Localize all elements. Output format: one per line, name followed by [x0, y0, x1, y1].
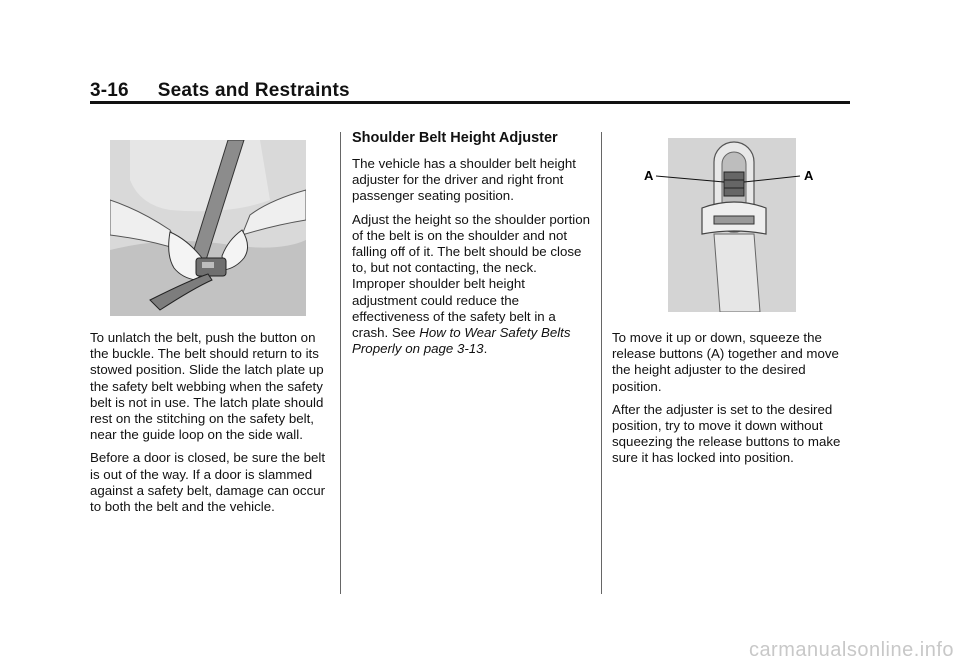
lock-check-paragraph: After the adjuster is set to the desired position, try to move it down without squeezing the release buttons to make sure it has locked into position.: [612, 401, 841, 466]
column-divider-2: [601, 132, 602, 594]
belt-unlatch-illustration: [110, 140, 306, 316]
column-right: [612, 330, 852, 474]
header-rule: [90, 101, 850, 104]
height-adjuster-illustration: [640, 138, 830, 312]
section-title: Seats and Restraints: [157, 80, 350, 101]
unlatch-paragraph: To unlatch the belt, push the button on the buckle. The belt should return to its stowed position. Slide the latch plate up the safety belt webbing when the safety belt is not in use. The latch plate should rest on the stitching on the safety belt, near the guide loop on the side wall.: [90, 330, 324, 443]
adjuster-intro-paragraph: The vehicle has a shoulder belt height adjuster for the driver and right front passenger seating position.: [352, 156, 576, 204]
release-button-label-left: A: [644, 168, 654, 183]
column-middle: [352, 130, 592, 364]
subsection-title: Shoulder Belt Height Adjuster: [352, 130, 558, 146]
column-divider-1: [340, 132, 341, 594]
page-number: 3-16: [90, 80, 129, 101]
page-header: [90, 80, 850, 102]
cross-reference-link[interactable]: How to Wear Safety Belts Properly on page 3-13: [352, 325, 571, 357]
move-adjuster-paragraph: To move it up or down, squeeze the release buttons (A) together and move the height adjuster to the desired position.: [612, 330, 839, 394]
release-button-label-right: A: [804, 168, 814, 183]
watermark: carmanualsonline.info: [748, 639, 954, 661]
column-left: [90, 330, 330, 522]
adjust-height-paragraph: Adjust the height so the shoulder portion of the belt is on the shoulder and not falling off of it. The belt should be close to, but not contacting, the neck. Improper shoulder belt height adjustment could reduce the effectiveness of the safety belt in a crash. See How to Wear Safety Belts Properly on page 3-13.: [352, 211, 591, 357]
adjust-height-text: Adjust the height so the shoulder portion of the belt is on the shoulder and not falling off of it. The belt should be close to, but not contacting, the neck. Improper shoulder belt height adjustment could reduce the effectiveness of the safety belt in a crash. See: [352, 211, 591, 341]
door-warning-paragraph: Before a door is closed, be sure the belt is out of the way. If a door is slammed against a safety belt, damage can occur to both the belt and the vehicle.: [90, 450, 326, 515]
